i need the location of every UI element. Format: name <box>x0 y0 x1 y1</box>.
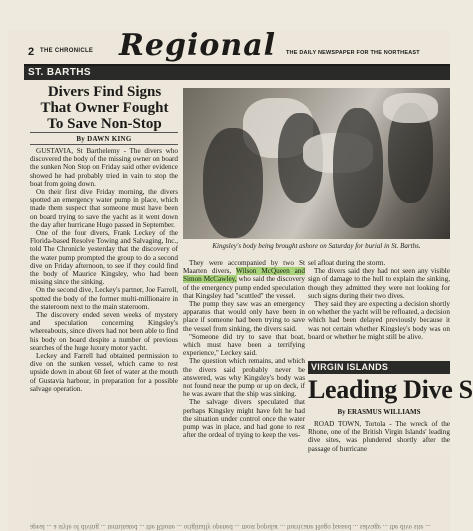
paragraph: The discovery ended seven weeks of mystery and speculation concerning Kingsley's whereabouts, since divers had not been able to find his body on board despite a number of previous searches of the huge luxury motor yacht. <box>30 311 178 352</box>
article-column-3 <box>308 259 450 359</box>
news-photo <box>183 88 450 239</box>
paragraph: They said they are expecting a decision shortly on whether the yacht will be refloated, a decision which had been delayed previously because it was not certain whether Kingsley's body was on board or whether he might still be alive. <box>308 300 450 341</box>
paragraph: On the second dive, Leckey's partner, Joe Farrell, spotted the body of the former multi-millionaire in the stateroom next to the main stateroom. <box>30 286 178 311</box>
article-column-2 <box>183 259 305 449</box>
paragraph: GUSTAVIA, St Barthelemy - The divers who discovered the body of the missing owner on board the sunken Non Stop on Friday said other evidence showed he had probably tried in vain to stop the boat from going down. <box>30 147 178 188</box>
paragraph: ROAD TOWN, Tortola - The wreck of the Rhone, one of the British Virgin Islands' leading dive sites, was plundered shortly after the passage of hurricane <box>308 420 450 453</box>
second-section-label: VIRGIN ISLANDS <box>311 362 389 372</box>
article-column-1 <box>30 147 178 447</box>
byline-rule-top <box>30 132 178 133</box>
highlighted-names: Wilson McQueen and Simon McCawley, <box>183 267 305 284</box>
paragraph: Leckey and Farrell had obtained permission to dive on the sunken vessel, which came to rest upside down in about 60 feet of water at the mouth of Gustavia harbour, in preparation for a possible salvage operation. <box>30 352 178 393</box>
second-article-headline: Leading Dive S <box>308 375 473 404</box>
article-byline: By DAWN KING <box>76 135 132 143</box>
paragraph: One of the four divers, Frank Leckey of the Florida-based Resolve Towing and Salvaging, Inc., told The Chronicle yesterday that the discovery of the water pump prompted the group to do a second dive on Friday afternoon, to see if they could find the body of Maurice Kingsley, who had been missing since the sinking. <box>30 229 178 287</box>
page-number: 2 <box>28 46 35 58</box>
paragraph: The pump they saw was an emergency apparatus that would only have been in place if someone had been trying to save the vessel from sinking, the divers said. <box>183 300 305 333</box>
paragraph: "Someone did try to save that boat, which must have been a terrifying experience," Leckey said. <box>183 332 305 358</box>
section-bar <box>24 66 450 80</box>
section-bar-label: ST. BARTHS <box>28 67 91 78</box>
tagline: THE DAILY NEWSPAPER FOR THE NORTHEAST <box>286 50 420 56</box>
paragraph: sel afloat during the storm. <box>308 259 386 267</box>
bleed-through-text: apeal ... a style of diving ... terminated ... the Rhone ... originally opened ... most popular ... hurricane Hugo passed ... salvage ... the dive site ... <box>30 455 450 531</box>
second-section-bar <box>308 361 450 374</box>
byline-rule-bottom <box>30 144 178 145</box>
photo-caption: Kingsley's body being brought ashore on Saturday for burial in St. Barths. <box>212 242 421 250</box>
paragraph: The salvage divers speculated that perhaps Kingsley might have felt he had the situation under control once the water pump was in place, and had gone to rest after the ordeal of trying to keep the ves- <box>183 398 305 440</box>
paragraph: The divers said they had not seen any visible sign of damage to the hull to explain the sinking, though they admitted they were not looking for such signs during their two dives. <box>308 267 450 300</box>
paragraph: They were accompanied by two St Maarten divers, Wilson McQueen and Simon McCawley, who said the discovery of the emergency pump ended speculation that Kingsley had "scuttled" the vessel. <box>183 259 305 300</box>
paragraph: The question which remains, and which the divers said probably never be answered, was why Kingsley's body was not found near the pump or up on deck, if he was aware that the ship was sinking. <box>183 357 305 399</box>
paragraph: On their first dive Friday morning, the divers spotted an emergency water pump in place, which made them suspect that someone must have been on board trying to save the yacht as it went down the day after hurricane Hugo passed in September. <box>30 188 178 229</box>
masthead <box>24 30 450 64</box>
paper-name: THE CHRONICLE <box>40 48 94 54</box>
second-article-text <box>308 420 450 453</box>
article-headline: Divers Find Signs That Owner Fought To Save Non-Stop <box>40 84 169 132</box>
second-article-byline: By ERASMUS WILLIAMS <box>337 408 421 416</box>
section-title: Regional <box>119 28 277 63</box>
